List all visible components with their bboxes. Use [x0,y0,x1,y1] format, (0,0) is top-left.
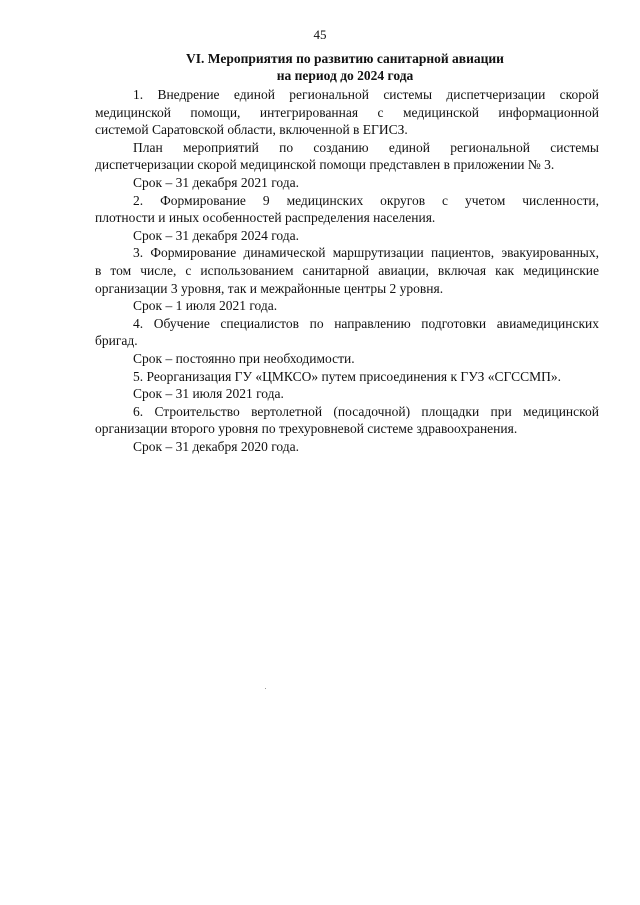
text-line: 1. Внедрение единой региональной системы диспетчеризации скорой [133,87,599,102]
section-heading [95,50,595,84]
text-line: 4. Обучение специалистов по направлению подготовки авиамедицинских [133,315,599,331]
deadline-line: Срок – 1 июля 2021 года. [133,298,278,314]
deadline-line: Срок – 31 декабря 2024 года. [133,227,300,243]
deadline-line: Срок – 31 декабря 2020 года. [133,438,300,454]
text-line: 5. Реорганизация ГУ «ЦМКСО» путем присоединения к ГУЗ «СГССМП». [133,368,562,384]
text-line: 6. Строительство вертолетной (посадочной) площадки при медицинской [133,403,599,419]
section-title-line-1: VI. Мероприятия по развитию санитарной авиации [186,51,504,66]
scan-speck [265,688,266,689]
section-title-line-2: на период до 2024 года [276,68,414,83]
text-line: 2. Формирование 9 медицинских округов с учетом численности, [133,192,599,208]
text-line: бригад. [95,333,138,349]
text-line: системой Саратовской области, включенной в ЕГИСЗ. [95,122,408,138]
page-number: 45 [313,27,327,42]
text-line: 3. Формирование динамической маршрутизации пациентов, эвакуированных, [133,245,599,261]
deadline-line: Срок – 31 декабря 2021 года. [133,174,300,190]
text-line: диспетчеризации скорой медицинской помощи представлен в приложении № 3. [95,157,555,173]
text-line: организации второго уровня по трехуровневой системе здравоохранения. [95,421,518,437]
text-line: медицинской помощи, интегрированная с медицинской информационной [95,104,599,120]
document-body [95,86,599,455]
text-line: в том числе, с использованием санитарной авиации, включая как медицинские [95,262,599,278]
deadline-line: Срок – постоянно при необходимости. [133,350,355,366]
deadline-line: Срок – 31 июля 2021 года. [133,386,284,402]
text-line: организации 3 уровня, так и межрайонные центры 2 уровня. [95,280,444,296]
text-line: План мероприятий по созданию единой региональной системы [133,139,599,155]
text-line: плотности и иных особенностей распределения населения. [95,210,436,226]
